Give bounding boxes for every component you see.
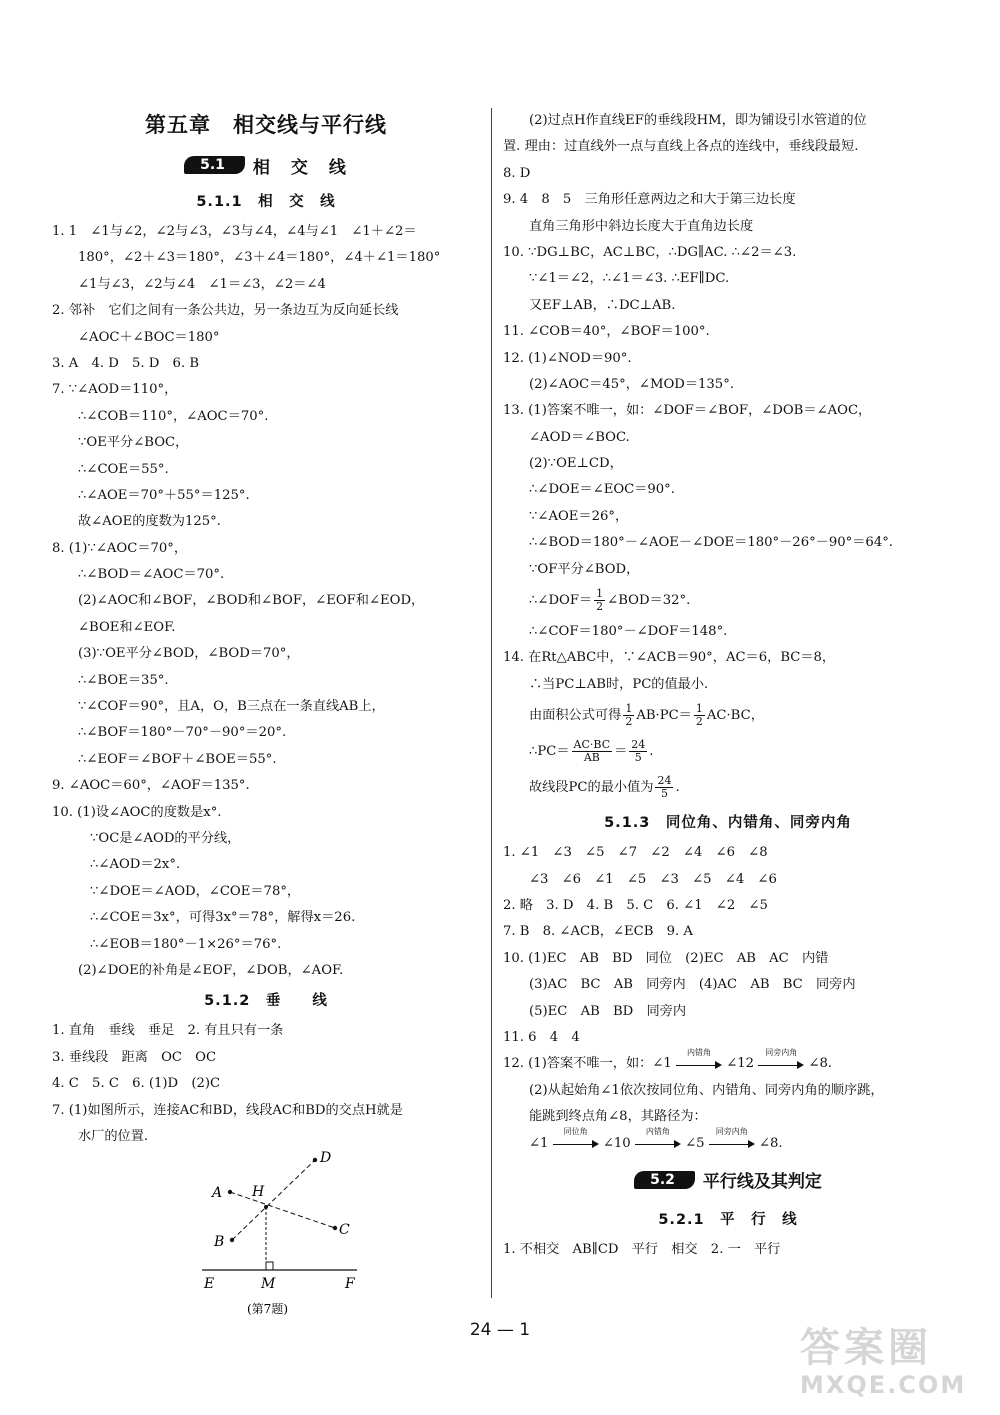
- answer-line: 13. (1)答案不唯一，如：∠DOF＝∠BOF，∠DOB＝∠AOC，: [503, 403, 872, 419]
- answer-line: ∴∠BOD＝180°－∠AOE－∠DOE＝180°－26°－90°＝64°.: [529, 535, 893, 551]
- answer-line-fraction: [503, 698, 953, 734]
- answer-line: 3. A 4. D 5. D 6. B: [52, 355, 200, 371]
- fraction-24-5: [655, 775, 673, 800]
- answer-line: 2. 略 3. D 4. B 5. C 6. ∠1 ∠2 ∠5: [503, 897, 768, 913]
- answer-line-path: [503, 1127, 953, 1157]
- answer-line: (2)∠AOC和∠BOF，∠BOD和∠BOF，∠EOF和∠EOD，: [78, 593, 425, 609]
- text-part: .: [675, 780, 680, 796]
- answer-line: ∴∠EOF＝∠BOF＋∠BOE＝55°.: [78, 751, 277, 767]
- answer-line: 1. ∠1 ∠3 ∠5 ∠7 ∠2 ∠4 ∠6 ∠8: [503, 845, 768, 861]
- answer-line: 7. (1)如图所示，连接AC和BD，线段AC和BD的交点H就是: [52, 1102, 403, 1118]
- answer-line: (2)从起始角∠1依次按同位角、内错角、同旁内角的顺序跳，: [529, 1082, 884, 1098]
- fraction-half: [623, 703, 634, 728]
- answer-line: ∴∠COE＝55°.: [78, 461, 169, 477]
- answer-line: 12. (1)∠NOD＝90°.: [503, 350, 632, 366]
- label-c: C: [339, 1222, 350, 1239]
- text-part: ∴∠DOF＝: [529, 593, 593, 609]
- answer-line: 8. (1)∵∠AOC＝70°，: [52, 540, 188, 556]
- answer-line-fraction: [503, 734, 953, 770]
- answer-line-fraction: [503, 583, 953, 619]
- answer-line: (2)∠AOC＝45°，∠MOD＝135°.: [529, 376, 734, 392]
- answer-line: (2)过点H作直线EF的垂线段HM，即为铺设引水管道的位: [529, 113, 867, 128]
- answer-line: ∠AOD＝∠BOC.: [529, 429, 630, 445]
- answer-line: ∠3 ∠6 ∠1 ∠5 ∠3 ∠5 ∠4 ∠6: [529, 871, 777, 887]
- denominator: 2: [596, 600, 604, 614]
- answer-line: ∴∠DOE＝∠EOC＝90°.: [529, 482, 675, 498]
- page-number: 24 — 1: [469, 1320, 531, 1340]
- answer-line: ∴∠AOD＝2x°.: [90, 857, 181, 873]
- answer-line: ∴∠AOE＝70°＋55°＝125°.: [78, 487, 250, 503]
- answer-line: 10. (1)设∠AOC的度数是x°.: [52, 804, 222, 820]
- answer-line: ∴∠EOB＝180°－1×26°＝76°.: [90, 936, 282, 952]
- subsection-5-2-1-title: 5.2.1 平 行 线: [658, 1211, 798, 1228]
- segment-ac: [230, 1192, 335, 1228]
- geometry-diagram: [52, 1150, 480, 1317]
- column-divider: [491, 108, 492, 1298]
- text-part: ∠BOD＝32°.: [607, 593, 691, 609]
- watermark: [800, 1325, 990, 1410]
- answer-line: (3)∵OE平分∠BOD，∠BOD＝70°，: [78, 646, 300, 662]
- answer-line: ∴∠BOE＝35°.: [78, 672, 169, 688]
- answer-line: (5)EC AB BD 同旁内: [529, 1003, 687, 1019]
- answer-line: 能跳到终点角∠8，其路径为：: [529, 1109, 707, 1125]
- point-d: [313, 1158, 317, 1162]
- denominator: 2: [695, 715, 703, 729]
- text-part: .: [649, 744, 654, 760]
- answer-line: 置. 理由：过直线外一点与直线上各点的连线中，垂线段最短.: [503, 139, 859, 155]
- watermark-logo-text: 答案圈: [800, 1325, 932, 1371]
- denominator: AB: [583, 751, 600, 765]
- answer-line: 11. 6 4 4: [503, 1029, 580, 1045]
- text-part: ∠12: [726, 1056, 755, 1072]
- answer-line: 故∠AOE的度数为125°.: [78, 514, 221, 530]
- figure-q7: [52, 1150, 480, 1317]
- answer-line: 4. C 5. C 6. (1)D (2)C: [52, 1076, 221, 1092]
- text-part: 12. (1)答案不唯一，如：∠1: [503, 1056, 672, 1072]
- label-f: F: [345, 1276, 355, 1293]
- numerator: 24: [657, 774, 672, 788]
- label-b: B: [214, 1234, 225, 1251]
- answer-line: 10. (1)EC AB BD 同位 (2)EC AB AC 内错: [503, 950, 829, 966]
- chapter-title: 第五章 相交线与平行线: [145, 113, 387, 137]
- answer-line: 水厂的位置.: [78, 1128, 149, 1144]
- numerator: 1: [695, 702, 703, 716]
- answer-line: ∵∠1＝∠2，∴∠1＝∠3. ∴EF∥DC.: [529, 271, 730, 287]
- text-part: ＝: [614, 744, 628, 760]
- fraction-half: [694, 703, 705, 728]
- answer-line: (3)AC BC AB 同旁内 (4)AC AB BC 同旁内: [529, 977, 856, 993]
- text-part: ∴PC＝: [529, 744, 570, 760]
- section-5-2-header: [503, 1157, 953, 1203]
- answer-line: 2. 邻补 它们之间有一条公共边，另一条边互为反向延长线: [52, 303, 399, 319]
- label-d: D: [320, 1150, 332, 1167]
- fraction-half: [594, 588, 605, 613]
- right-angle-mark: [266, 1262, 273, 1270]
- arrow-label: 同旁内角: [715, 1127, 748, 1136]
- right-column: [503, 108, 953, 1263]
- text-part: ∠10: [602, 1135, 631, 1151]
- answer-line: 7. B 8. ∠ACB，∠ECB 9. A: [503, 924, 693, 940]
- answer-line-fraction: [503, 770, 953, 806]
- answer-line: 8. D: [503, 165, 531, 181]
- answer-line: ∵∠COF＝90°，且A，O，B三点在一条直线AB上，: [78, 699, 385, 715]
- text-part: AB·PC＝: [636, 708, 692, 724]
- answer-line: ∵∠DOE＝∠AOD，∠COE＝78°，: [90, 883, 301, 899]
- text-part: ∠8.: [808, 1056, 833, 1072]
- numerator: AC·BC: [573, 738, 611, 752]
- answer-line: ∵OE平分∠BOC，: [78, 435, 189, 451]
- left-column: [52, 105, 480, 1317]
- answer-line: 11. ∠COB＝40°，∠BOF＝100°.: [503, 324, 710, 340]
- answer-line: ∴∠BOF＝180°－70°－90°＝20°.: [78, 725, 287, 741]
- answer-line: 直角三角形中斜边长度大于直角边长度: [529, 218, 754, 234]
- denominator: 5: [660, 787, 668, 801]
- arrow-right-icon: [758, 1047, 804, 1069]
- answer-line: ∵OF平分∠BOD，: [529, 561, 640, 577]
- watermark-url: MXQE.COM: [800, 1371, 967, 1399]
- subsection-5-1-1-title: 5.1.1 相 交 线: [196, 194, 336, 210]
- arrow-right-icon: [635, 1127, 681, 1148]
- answer-line: ∴当PC⊥AB时，PC的值最小.: [529, 676, 709, 692]
- arrow-label: 内错角: [645, 1127, 670, 1136]
- answer-line: 9. 4 8 5 三角形任意两边之和大于第三边长度: [503, 192, 796, 208]
- answer-line: (2)∵OE⊥CD，: [529, 456, 623, 472]
- subsection-5-1-3-title: 5.1.3 同位角、内错角、同旁内角: [604, 815, 852, 832]
- numerator: 1: [596, 587, 604, 601]
- answer-line: ∴∠COE＝3x°，可得3x°＝78°，解得x＝26.: [90, 910, 356, 926]
- answer-line: 1. 1 ∠1与∠2，∠2与∠3，∠3与∠4，∠4与∠1 ∠1＋∠2＝: [52, 224, 417, 239]
- answer-line: ∴∠COF＝180°－∠DOF＝148°.: [529, 624, 728, 640]
- text-part: 故线段PC的最小值为: [529, 780, 654, 796]
- text-part: AC·BC，: [706, 708, 764, 724]
- label-m: M: [261, 1276, 276, 1293]
- numerator: 1: [625, 702, 633, 716]
- answer-line: 14. 在Rt△ABC中，∵∠ACB＝90°，AC＝6，BC＝8，: [503, 650, 836, 666]
- point-c: [333, 1226, 337, 1230]
- answer-line: 10. ∵DG⊥BC，AC⊥BC，∴DG∥AC. ∴∠2＝∠3.: [503, 244, 797, 260]
- text-part: ∠8.: [758, 1135, 783, 1151]
- denominator: 5: [634, 751, 642, 765]
- label-h: H: [252, 1184, 265, 1201]
- answer-line: 3. 垂线段 距离 OC OC: [52, 1049, 217, 1065]
- answer-line-path: [503, 1047, 953, 1077]
- arrow-right-icon: [709, 1127, 755, 1148]
- arrow-label: 同位角: [563, 1127, 588, 1136]
- point-a: [228, 1190, 232, 1194]
- text-part: ∠5: [685, 1135, 705, 1151]
- section-5-1-header: [52, 145, 480, 185]
- answer-line: 1. 不相交 AB∥CD 平行 相交 2. 一 平行: [503, 1241, 781, 1257]
- section-badge: 5.2: [634, 1171, 695, 1189]
- answer-line: ∵OC是∠AOD的平分线，: [90, 830, 241, 846]
- answer-line: (2)∠DOE的补角是∠EOF，∠DOB，∠AOF.: [78, 962, 344, 978]
- segment-bd: [232, 1160, 315, 1240]
- answer-line: ∴∠COB＝110°，∠AOC＝70°.: [78, 408, 269, 424]
- text-part: ∠1: [529, 1135, 549, 1151]
- subsection-5-1-2-title: 5.1.2 垂 线: [204, 993, 328, 1010]
- answer-line: ∠1与∠3，∠2与∠4 ∠1＝∠3，∠2＝∠4: [78, 276, 326, 292]
- point-b: [230, 1238, 234, 1242]
- arrow-label: 内错角: [687, 1047, 711, 1057]
- arrow-label: 同旁内角: [765, 1047, 798, 1057]
- arrow-right-icon: [553, 1127, 599, 1148]
- answer-line: ∠AOC＋∠BOC＝180°: [78, 329, 220, 345]
- section-badge: 5.1: [184, 156, 245, 174]
- fraction-acbc-ab: [572, 739, 613, 764]
- figure-caption: (第7题): [247, 1302, 288, 1317]
- text-part: 由面积公式可得: [529, 708, 622, 724]
- section-title: 相 交 线: [252, 157, 348, 178]
- answer-line: 9. ∠AOC＝60°，∠AOF＝135°.: [52, 778, 250, 794]
- label-a: A: [212, 1185, 223, 1202]
- fraction-24-5: [629, 739, 647, 764]
- label-e: E: [204, 1276, 215, 1293]
- denominator: 2: [625, 715, 633, 729]
- answer-line: ∠BOE和∠EOF.: [78, 619, 176, 635]
- numerator: 24: [631, 738, 646, 752]
- answer-line: ∵∠AOE＝26°，: [529, 508, 629, 524]
- point-h: [264, 1205, 268, 1209]
- arrow-right-icon: [676, 1047, 722, 1069]
- section-title: 平行线及其判定: [702, 1172, 822, 1193]
- answer-line: 7. ∵∠AOD＝110°，: [52, 382, 178, 398]
- answer-line: ∴∠BOD＝∠AOC＝70°.: [78, 567, 225, 583]
- answer-line: 180°，∠2＋∠3＝180°，∠3＋∠4＝180°，∠4＋∠1＝180°: [78, 250, 441, 266]
- answer-line: 又EF⊥AB，∴DC⊥AB.: [529, 297, 676, 313]
- answer-line: 1. 直角 垂线 垂足 2. 有且只有一条: [52, 1023, 284, 1039]
